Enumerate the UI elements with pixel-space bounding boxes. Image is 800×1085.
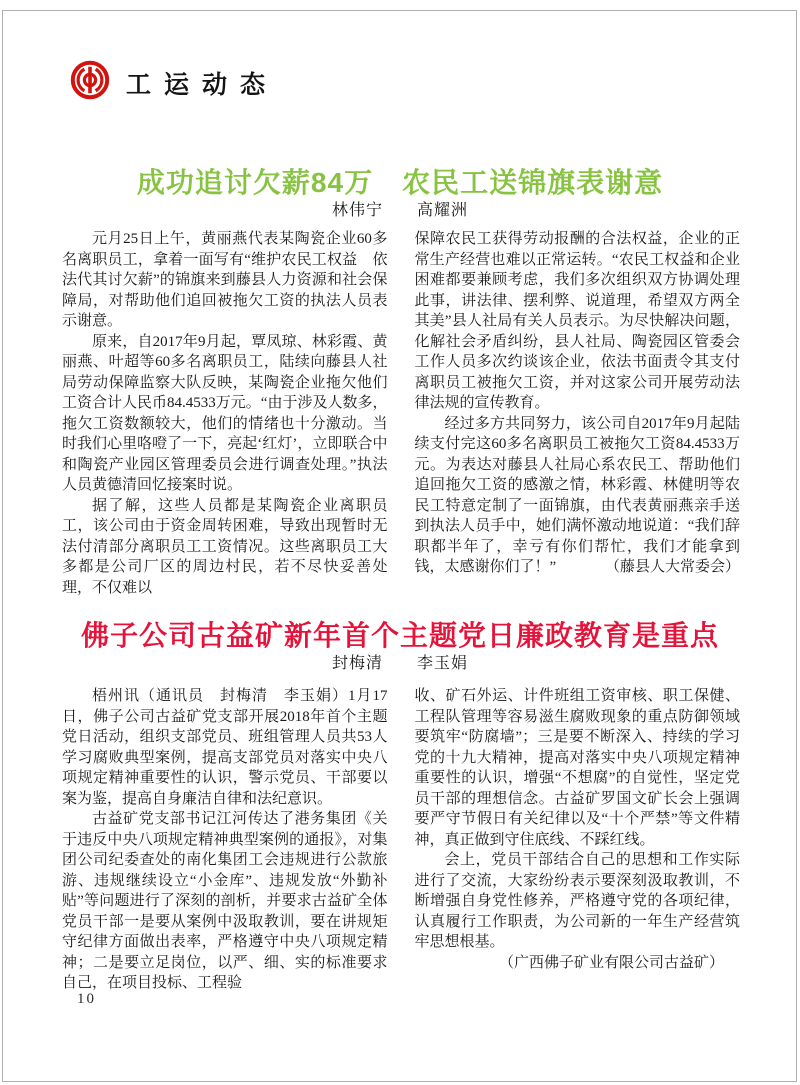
- article1-title: 成功追讨欠薪84万 农民工送锦旗表谢意: [136, 166, 664, 198]
- article1-right-column: [415, 229, 741, 598]
- paragraph: [415, 414, 741, 578]
- article2-right-column: [415, 686, 741, 994]
- article2-left-column: [62, 686, 388, 994]
- article1-authors: 林伟宁 高耀洲: [331, 202, 468, 219]
- paragraph: 元月25日上午，黄丽燕代表某陶瓷企业60多名离职员工，拿着一面写有“维护农民工权益 依法代其讨欠薪”的锦旗来到藤县人力资源和社会保障局，对帮助他们追回被拖欠工资的执法人员表示谢意。: [62, 231, 388, 329]
- page-number: 10: [77, 991, 96, 1007]
- paragraph: 古益矿党支部书记江河传达了港务集团《关于违反中央八项规定精神典型案例的通报》，对集团公司纪委查处的南化集团工会违规进行公款旅游、违规继续设立“小金库”、违规发放“外勤补贴”等问题进行了深刻的剖析，并要求古益矿全体党员干部一是要从案例中汲取教训，要在讲规矩守纪律方面做出表率，严格遵守中央八项规定精神；二是要立足岗位，以严、细、实的标准要求自己，在项目投标、工程验: [62, 811, 388, 991]
- paragraph: 收、矿石外运、计件班组工资审核、职工保健、工程队管理等容易滋生腐败现象的重点防御领域要筑牢“防腐墙”；三是要不断深入、持续的学习党的十九大精神，提高对落实中央八项规定精神重要性的认识，增强“不想腐”的自觉性，坚定党员干部的理想信念。古益矿罗国文矿长会上强调要严守节假日有关纪律以及“十个严禁”等文件精神，真正做到守住底线、不踩红线。: [414, 688, 740, 848]
- article2-attribution: （广西佛子矿业有限公司古益矿）: [498, 954, 724, 971]
- article2-body: [62, 686, 740, 994]
- paragraph: 梧州讯（通讯员 封梅清 李玉娟）1月17日，佛子公司古益矿党支部开展2018年首个主题党日活动，组织支部党员、班组管理人员共53人学习腐败典型案例，提高支部党员对落实中央八项规定精神重要性的认识，警示党员、干部要以案为鉴，提高自身廉洁自律和法纪意识。: [62, 688, 388, 807]
- masthead-title: 工运动态: [126, 71, 279, 99]
- article1-left-column: [62, 229, 388, 598]
- article2-authors: 封梅清 李玉娟: [331, 655, 468, 672]
- union-emblem-icon: [70, 60, 110, 105]
- article1-body: [62, 229, 740, 598]
- paragraph: 原来，自2017年9月起，覃凤琼、林彩霞、黄丽燕、叶超等60多名离职员工，陆续向藤县人社局劳动保障监察大队反映，某陶瓷企业拖欠他们工资合计人民币84.4533万元。“由于涉及人数多，拖欠工资数额较大，他们的情绪也十分激动。当时我们心里咯噔了一下，亮起‘红灯’，立即联合中和陶瓷产业园区管理委员会进行调查处理。”执法人员黄德清回忆接案时说。: [62, 333, 388, 493]
- article2-title: 佛子公司古益矿新年首个主题党日廉政教育是重点: [80, 619, 719, 651]
- paragraph: 会上，党员干部结合自己的思想和工作实际进行了交流，大家纷纷表示要深刻汲取教训，不断增强自身党性修养，严格遵守党的各项纪律，认真履行工作职责，为公司新的一年生产经营筑牢思想根基。: [414, 852, 740, 950]
- masthead: [70, 60, 278, 105]
- paragraph-text: 经过多方共同努力，该公司自2017年9月起陆续支付完这60多名离职员工被拖欠工资84.4533万元。为表达对藤县人社局心系农民工、帮助他们追回拖欠工资的感激之情，林彩霞、林健明等农民工特意定制了一面锦旗，由代表黄丽燕亲手送到执法人员手中，她们满怀激动地说道：“我们辞职都半年了，幸亏有你们帮忙，我们才能拿到钱，太感谢你们了！”: [414, 415, 740, 575]
- paragraph: 保障农民工获得劳动报酬的合法权益，企业的正常生产经营也难以正常运转。“农民工权益和企业困难都要兼顾考虑，我们多次组织双方协调处理此事，讲法律、摆利弊、说道理，希望双方两全其美”县人社局有关人员表示。为尽快解决问题，化解社会矛盾纠纷，县人社局、陶瓷园区管委会工作人员多次约谈该企业，依法书面责令其支付离职员工被拖欠工资，并对这家公司开展劳动法律法规的宣传教育。: [414, 231, 740, 411]
- article1-attribution: （藤县人大常委会）: [604, 559, 740, 575]
- paragraph: 据了解，这些人员都是某陶瓷企业离职员工，该公司由于资金周转困难，导致出现暂时无法付清部分离职员工工资情况。这些离职员工大多都是公司厂区的周边村民，若不尽快妥善处理，不仅难以: [62, 497, 388, 596]
